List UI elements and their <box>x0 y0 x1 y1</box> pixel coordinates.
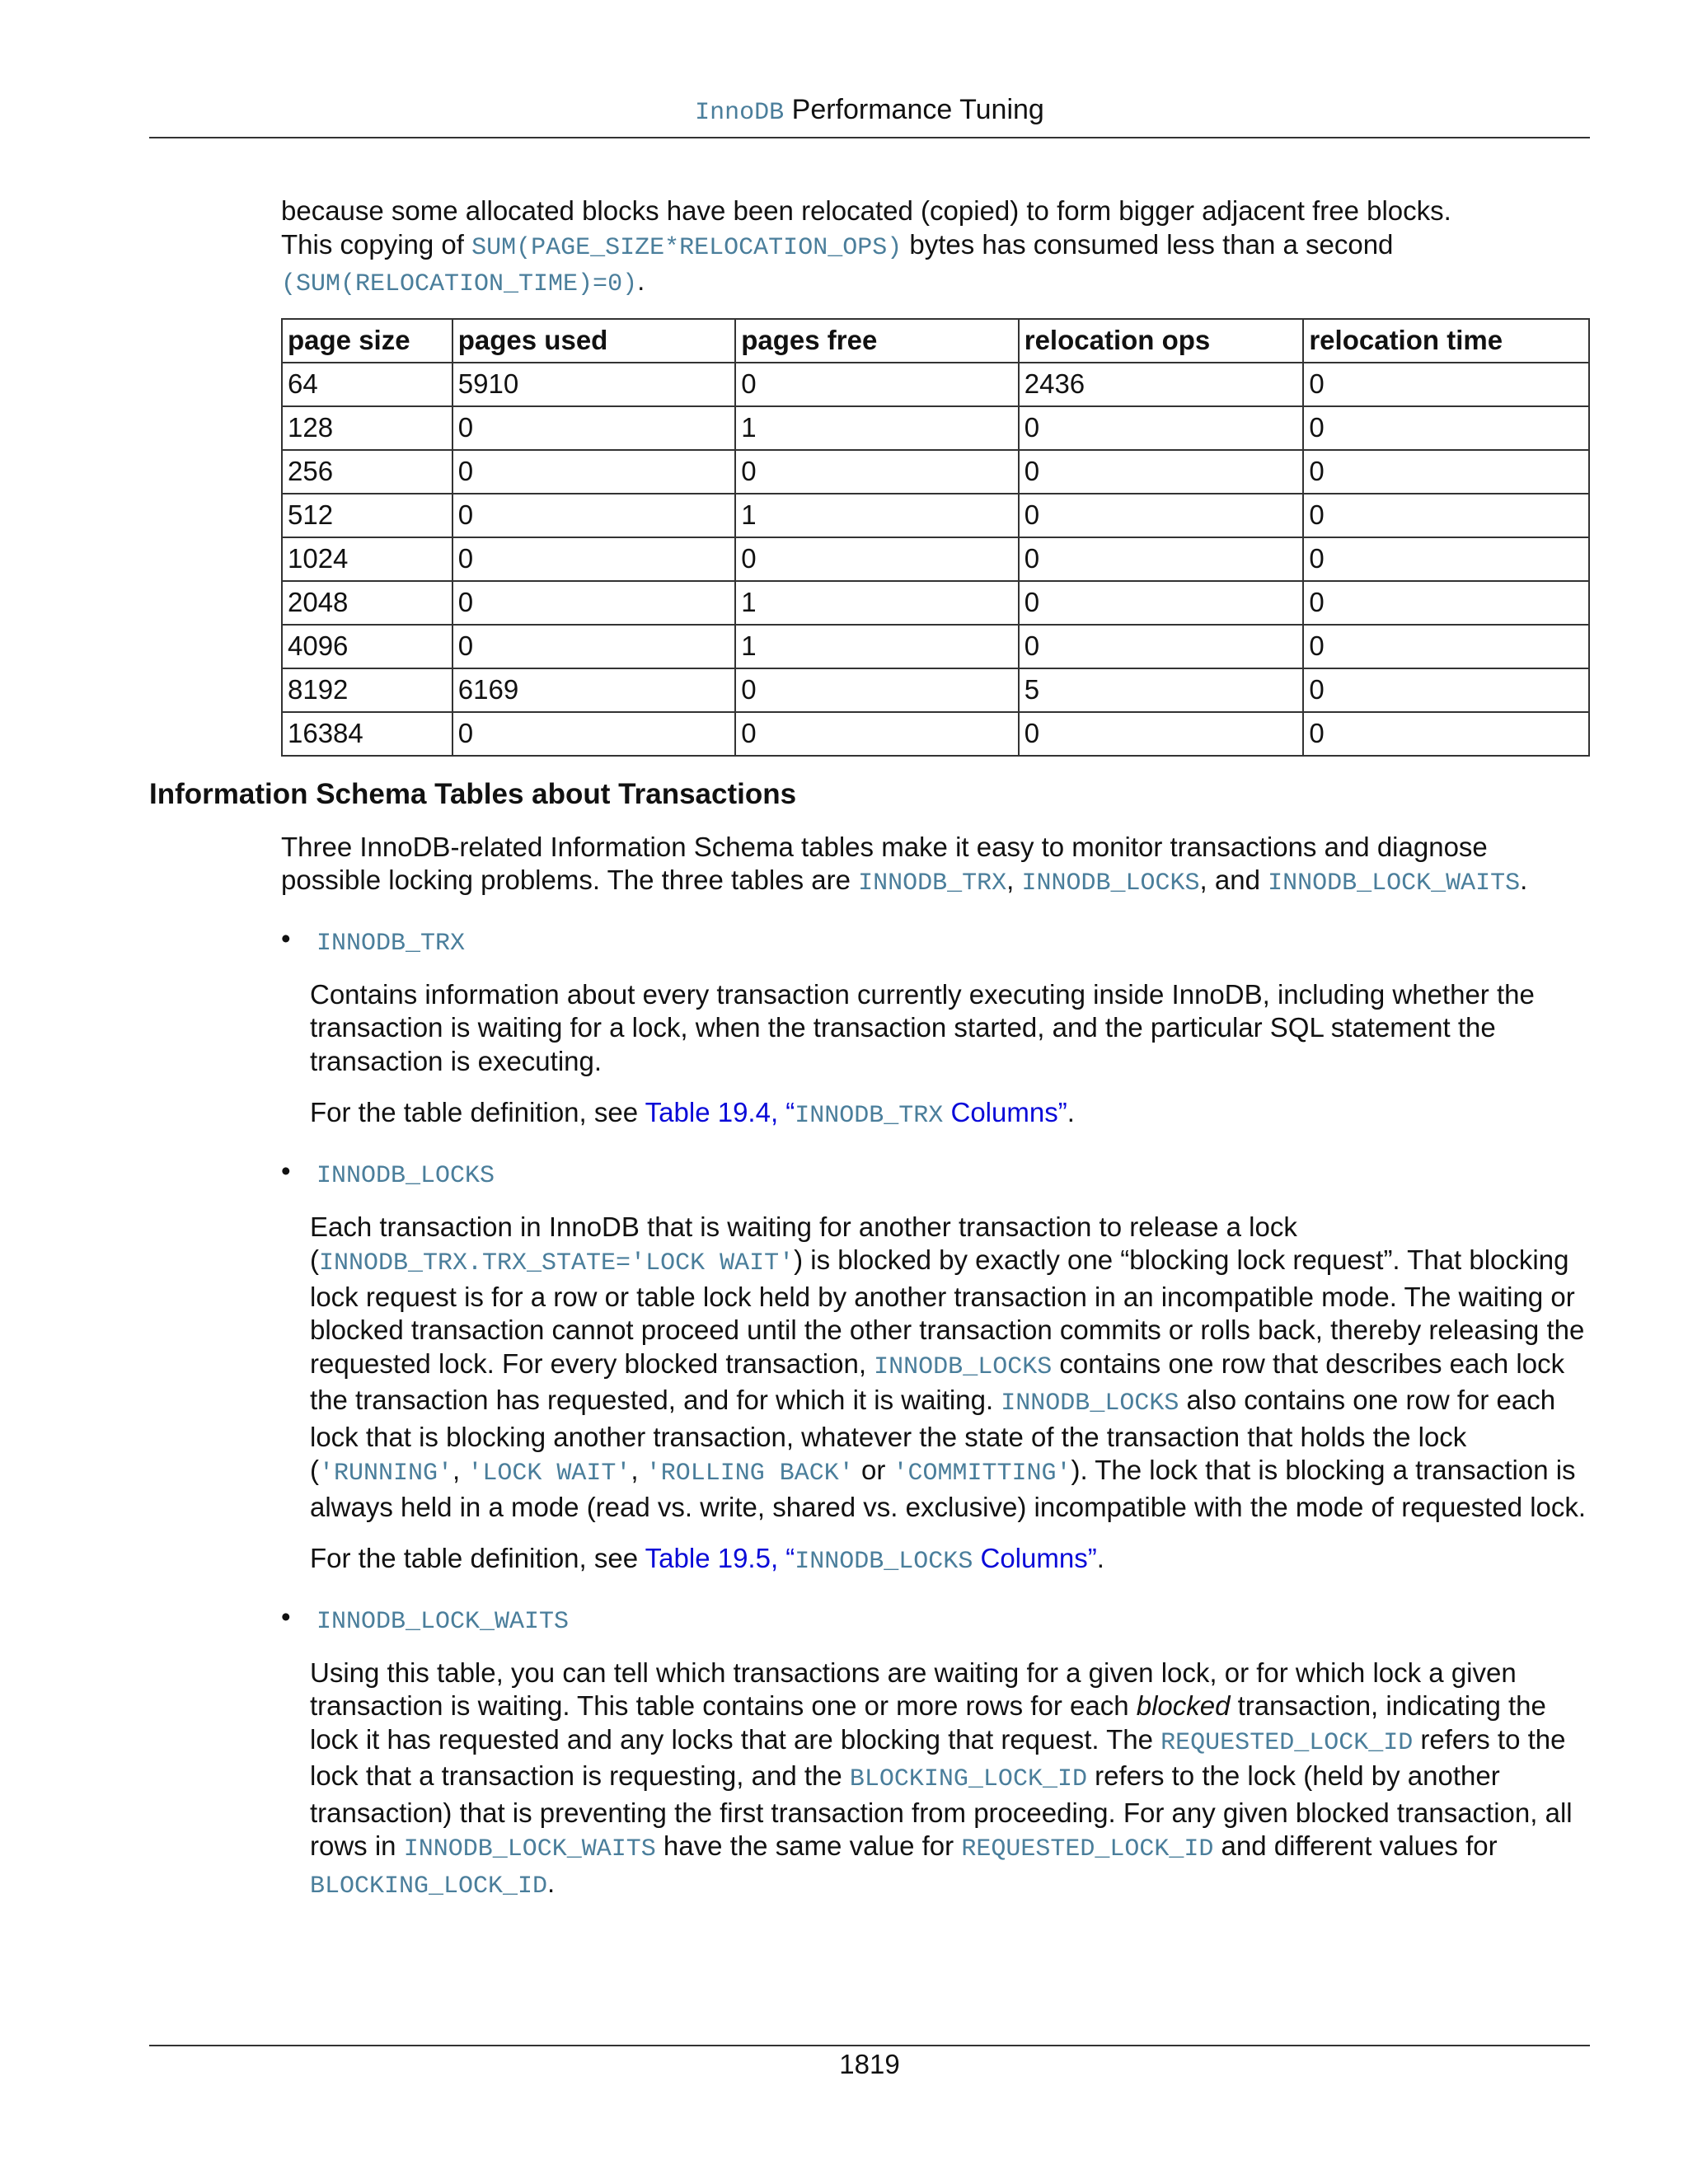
table-cell: 0 <box>452 625 735 668</box>
table-cell: 64 <box>282 363 452 406</box>
table-cell: 512 <box>282 494 452 537</box>
page-content <box>149 194 1590 1903</box>
table-cell: 2436 <box>1019 363 1304 406</box>
column-header: pages free <box>735 319 1018 363</box>
table-cell: 0 <box>735 450 1018 494</box>
bullet-icon: • <box>281 1155 291 1186</box>
table-cell: 0 <box>1303 668 1589 712</box>
table-cell: 0 <box>1019 712 1304 756</box>
table-cell: 0 <box>452 581 735 625</box>
table-cell: 1 <box>735 581 1018 625</box>
code-sum-page-size: SUM(PAGE_SIZE*RELOCATION_OPS) <box>471 233 903 262</box>
header-title: Performance Tuning <box>784 94 1044 125</box>
table-cell: 0 <box>735 668 1018 712</box>
table-cell: 0 <box>1303 450 1589 494</box>
ref-text: For the table definition, see <box>310 1097 645 1127</box>
table-row <box>282 450 1589 494</box>
table-cell: 0 <box>1303 537 1589 581</box>
table-row <box>282 625 1589 668</box>
table-row <box>282 712 1589 756</box>
list-item-innodb-trx <box>281 924 1590 1133</box>
table-row <box>282 537 1589 581</box>
table-cell: 0 <box>1019 537 1304 581</box>
text: contains one row that describes each lock the transaction has requested, and for which it is waiting. <box>310 1347 1565 1415</box>
link-text: Columns” <box>943 1097 1067 1127</box>
link-text: Table 19.5, “ <box>645 1543 795 1573</box>
text: have the same value for <box>655 1830 962 1861</box>
table-cell: 1024 <box>282 537 452 581</box>
locks-description <box>310 1211 1590 1525</box>
emphasis: blocked <box>1136 1690 1231 1721</box>
intro-line1: because some allocated blocks have been relocated (copied) to form bigger adjacent free blocks. <box>281 195 1451 226</box>
table-cell: 128 <box>282 406 452 450</box>
table-cell: 0 <box>1019 450 1304 494</box>
ref-text: For the table definition, see <box>310 1543 645 1573</box>
code-innodb-trx: INNODB_TRX <box>858 869 1007 898</box>
text: refers to the lock that a transaction is requesting, and the <box>310 1723 1566 1791</box>
text: and different values for <box>1213 1830 1498 1861</box>
bullet-title: INNODB_LOCK_WAITS <box>316 1607 570 1636</box>
intro-line2-text: This copying of <box>281 228 472 260</box>
table-cell: 0 <box>735 363 1018 406</box>
bullet-icon: • <box>281 922 291 954</box>
table-row <box>282 668 1589 712</box>
period: . <box>1067 1097 1075 1127</box>
table-row <box>282 581 1589 625</box>
page-number: 1819 <box>839 2049 900 2079</box>
table-cell: 0 <box>1303 625 1589 668</box>
sep: , and <box>1199 865 1268 895</box>
bullet-title: INNODB_LOCKS <box>316 1161 495 1190</box>
code-innodb-lock-waits: INNODB_LOCK_WAITS <box>1268 869 1521 898</box>
page-header <box>149 94 1590 127</box>
locks-reference <box>310 1542 1590 1579</box>
table-cell: 0 <box>1303 712 1589 756</box>
table-cell: 0 <box>452 494 735 537</box>
footer-divider <box>149 2045 1590 2046</box>
table-cell: 0 <box>1303 363 1589 406</box>
table-cell: 0 <box>452 450 735 494</box>
table-cell: 1 <box>735 494 1018 537</box>
period: . <box>1520 865 1528 895</box>
table-cell: 2048 <box>282 581 452 625</box>
table-header-row <box>282 319 1589 363</box>
table-cell: 0 <box>452 712 735 756</box>
text: Each transaction in InnoDB that is waiting for another transaction to release a lock ( <box>310 1211 1297 1275</box>
table-19-4-link[interactable] <box>645 1097 1067 1130</box>
list-item-innodb-lock-waits <box>281 1602 1590 1904</box>
text: , <box>631 1455 646 1485</box>
code: 'COMMITTING' <box>893 1460 1071 1488</box>
table-cell: 0 <box>1303 406 1589 450</box>
section-intro-text: Three InnoDB-related Information Schema tables make it easy to monitor transactions and diagnose possible locking problems. The three tables are <box>281 831 1488 895</box>
text: also contains one row for each lock that is blocking another transaction, whatever the state of the transaction that holds the lock ( <box>310 1385 1556 1485</box>
intro-line2-post: bytes has consumed less than a second <box>902 228 1394 260</box>
table-row <box>282 494 1589 537</box>
section-title: Information Schema Tables about Transactions <box>149 777 797 810</box>
column-header: relocation time <box>1303 319 1589 363</box>
header-divider <box>149 137 1590 138</box>
table-cell: 16384 <box>282 712 452 756</box>
list-item-innodb-locks <box>281 1156 1590 1579</box>
code: 'LOCK WAIT' <box>467 1460 631 1488</box>
table-row <box>282 406 1589 450</box>
trx-description: Contains information about every transaction currently executing inside InnoDB, including whether the transaction is waiting for a lock, when the transaction started, and the particular SQL statement the transaction is executing. <box>310 978 1535 1076</box>
period: . <box>1096 1543 1104 1573</box>
table-cell: 0 <box>735 712 1018 756</box>
table-cell: 256 <box>282 450 452 494</box>
text: . <box>547 1867 556 1898</box>
table-cell: 0 <box>1303 494 1589 537</box>
table-cell: 0 <box>735 537 1018 581</box>
bullet-icon: • <box>281 1601 291 1632</box>
intro-paragraph <box>281 194 1590 302</box>
table-cell: 0 <box>1303 581 1589 625</box>
table-cell: 1 <box>735 625 1018 668</box>
table-cell: 5910 <box>452 363 735 406</box>
code: REQUESTED_LOCK_ID <box>1160 1728 1414 1757</box>
lock-waits-description <box>310 1657 1590 1904</box>
table-cell: 1 <box>735 406 1018 450</box>
code-innodb-locks: INNODB_LOCKS <box>1021 869 1200 898</box>
table-cell: 0 <box>1019 581 1304 625</box>
table-cell: 0 <box>1019 625 1304 668</box>
text: transaction, indicating the lock it has requested and any locks that are blocking that request. The <box>310 1690 1546 1755</box>
column-header: page size <box>282 319 452 363</box>
text: , <box>452 1455 468 1485</box>
text: refers to the lock (held by another transaction) that is preventing the first transaction from proceeding. For any given blocked transaction, all rows in <box>310 1760 1573 1861</box>
link-text: Columns” <box>973 1543 1097 1573</box>
link-text: Table 19.4, “ <box>645 1097 795 1127</box>
code: BLOCKING_LOCK_ID <box>849 1765 1087 1793</box>
section-intro <box>281 831 1590 901</box>
table-row <box>282 363 1589 406</box>
header-code: InnoDB <box>695 99 785 127</box>
table-cell: 6169 <box>452 668 735 712</box>
sep: , <box>1006 865 1022 895</box>
table-cell: 0 <box>452 537 735 581</box>
text: ). The lock that is blocking a transaction is always held in a mode (read vs. write, shared vs. exclusive) incompatible with the mode of requested lock. <box>310 1455 1587 1522</box>
text: or <box>853 1455 893 1485</box>
table-cell: 4096 <box>282 625 452 668</box>
code: INNODB_LOCKS <box>874 1352 1053 1381</box>
bullet-title: INNODB_TRX <box>316 929 466 958</box>
text: ) is blocked by exactly one “blocking lock request”. That blocking lock request is for a row or table lock held by another transaction in an incompatible mode. The waiting or blocked transaction cannot proceed until the other transaction commits or rolls back, thereby releasing the requested lock. For every blocked transaction, <box>310 1244 1585 1379</box>
link-code: INNODB_LOCKS <box>795 1548 973 1576</box>
code: INNODB_LOCK_WAITS <box>403 1835 656 1863</box>
table-cell: 0 <box>452 406 735 450</box>
code: 'ROLLING BACK' <box>645 1460 854 1488</box>
table-cell: 0 <box>1019 494 1304 537</box>
code-sum-relocation-time: (SUM(RELOCATION_TIME)=0) <box>281 270 638 298</box>
column-header: pages used <box>452 319 735 363</box>
code: INNODB_TRX.TRX_STATE='LOCK WAIT' <box>319 1249 795 1277</box>
code: 'RUNNING' <box>319 1460 453 1488</box>
table-cell: 5 <box>1019 668 1304 712</box>
column-header: relocation ops <box>1019 319 1304 363</box>
intro-line3-post: . <box>637 265 645 296</box>
table-cell: 8192 <box>282 668 452 712</box>
code: BLOCKING_LOCK_ID <box>310 1872 548 1900</box>
trx-reference <box>310 1096 1590 1133</box>
buddy-allocator-table <box>281 318 1590 757</box>
table-19-5-link[interactable] <box>645 1543 1097 1576</box>
code: REQUESTED_LOCK_ID <box>961 1835 1214 1863</box>
code: INNODB_LOCKS <box>1001 1390 1179 1418</box>
link-code: INNODB_TRX <box>795 1102 944 1130</box>
table-cell: 0 <box>1019 406 1304 450</box>
text: Using this table, you can tell which transactions are waiting for a given lock, or for which lock a given transaction is waiting. This table contains one or more rows for each <box>310 1657 1517 1721</box>
table-body <box>282 363 1589 756</box>
